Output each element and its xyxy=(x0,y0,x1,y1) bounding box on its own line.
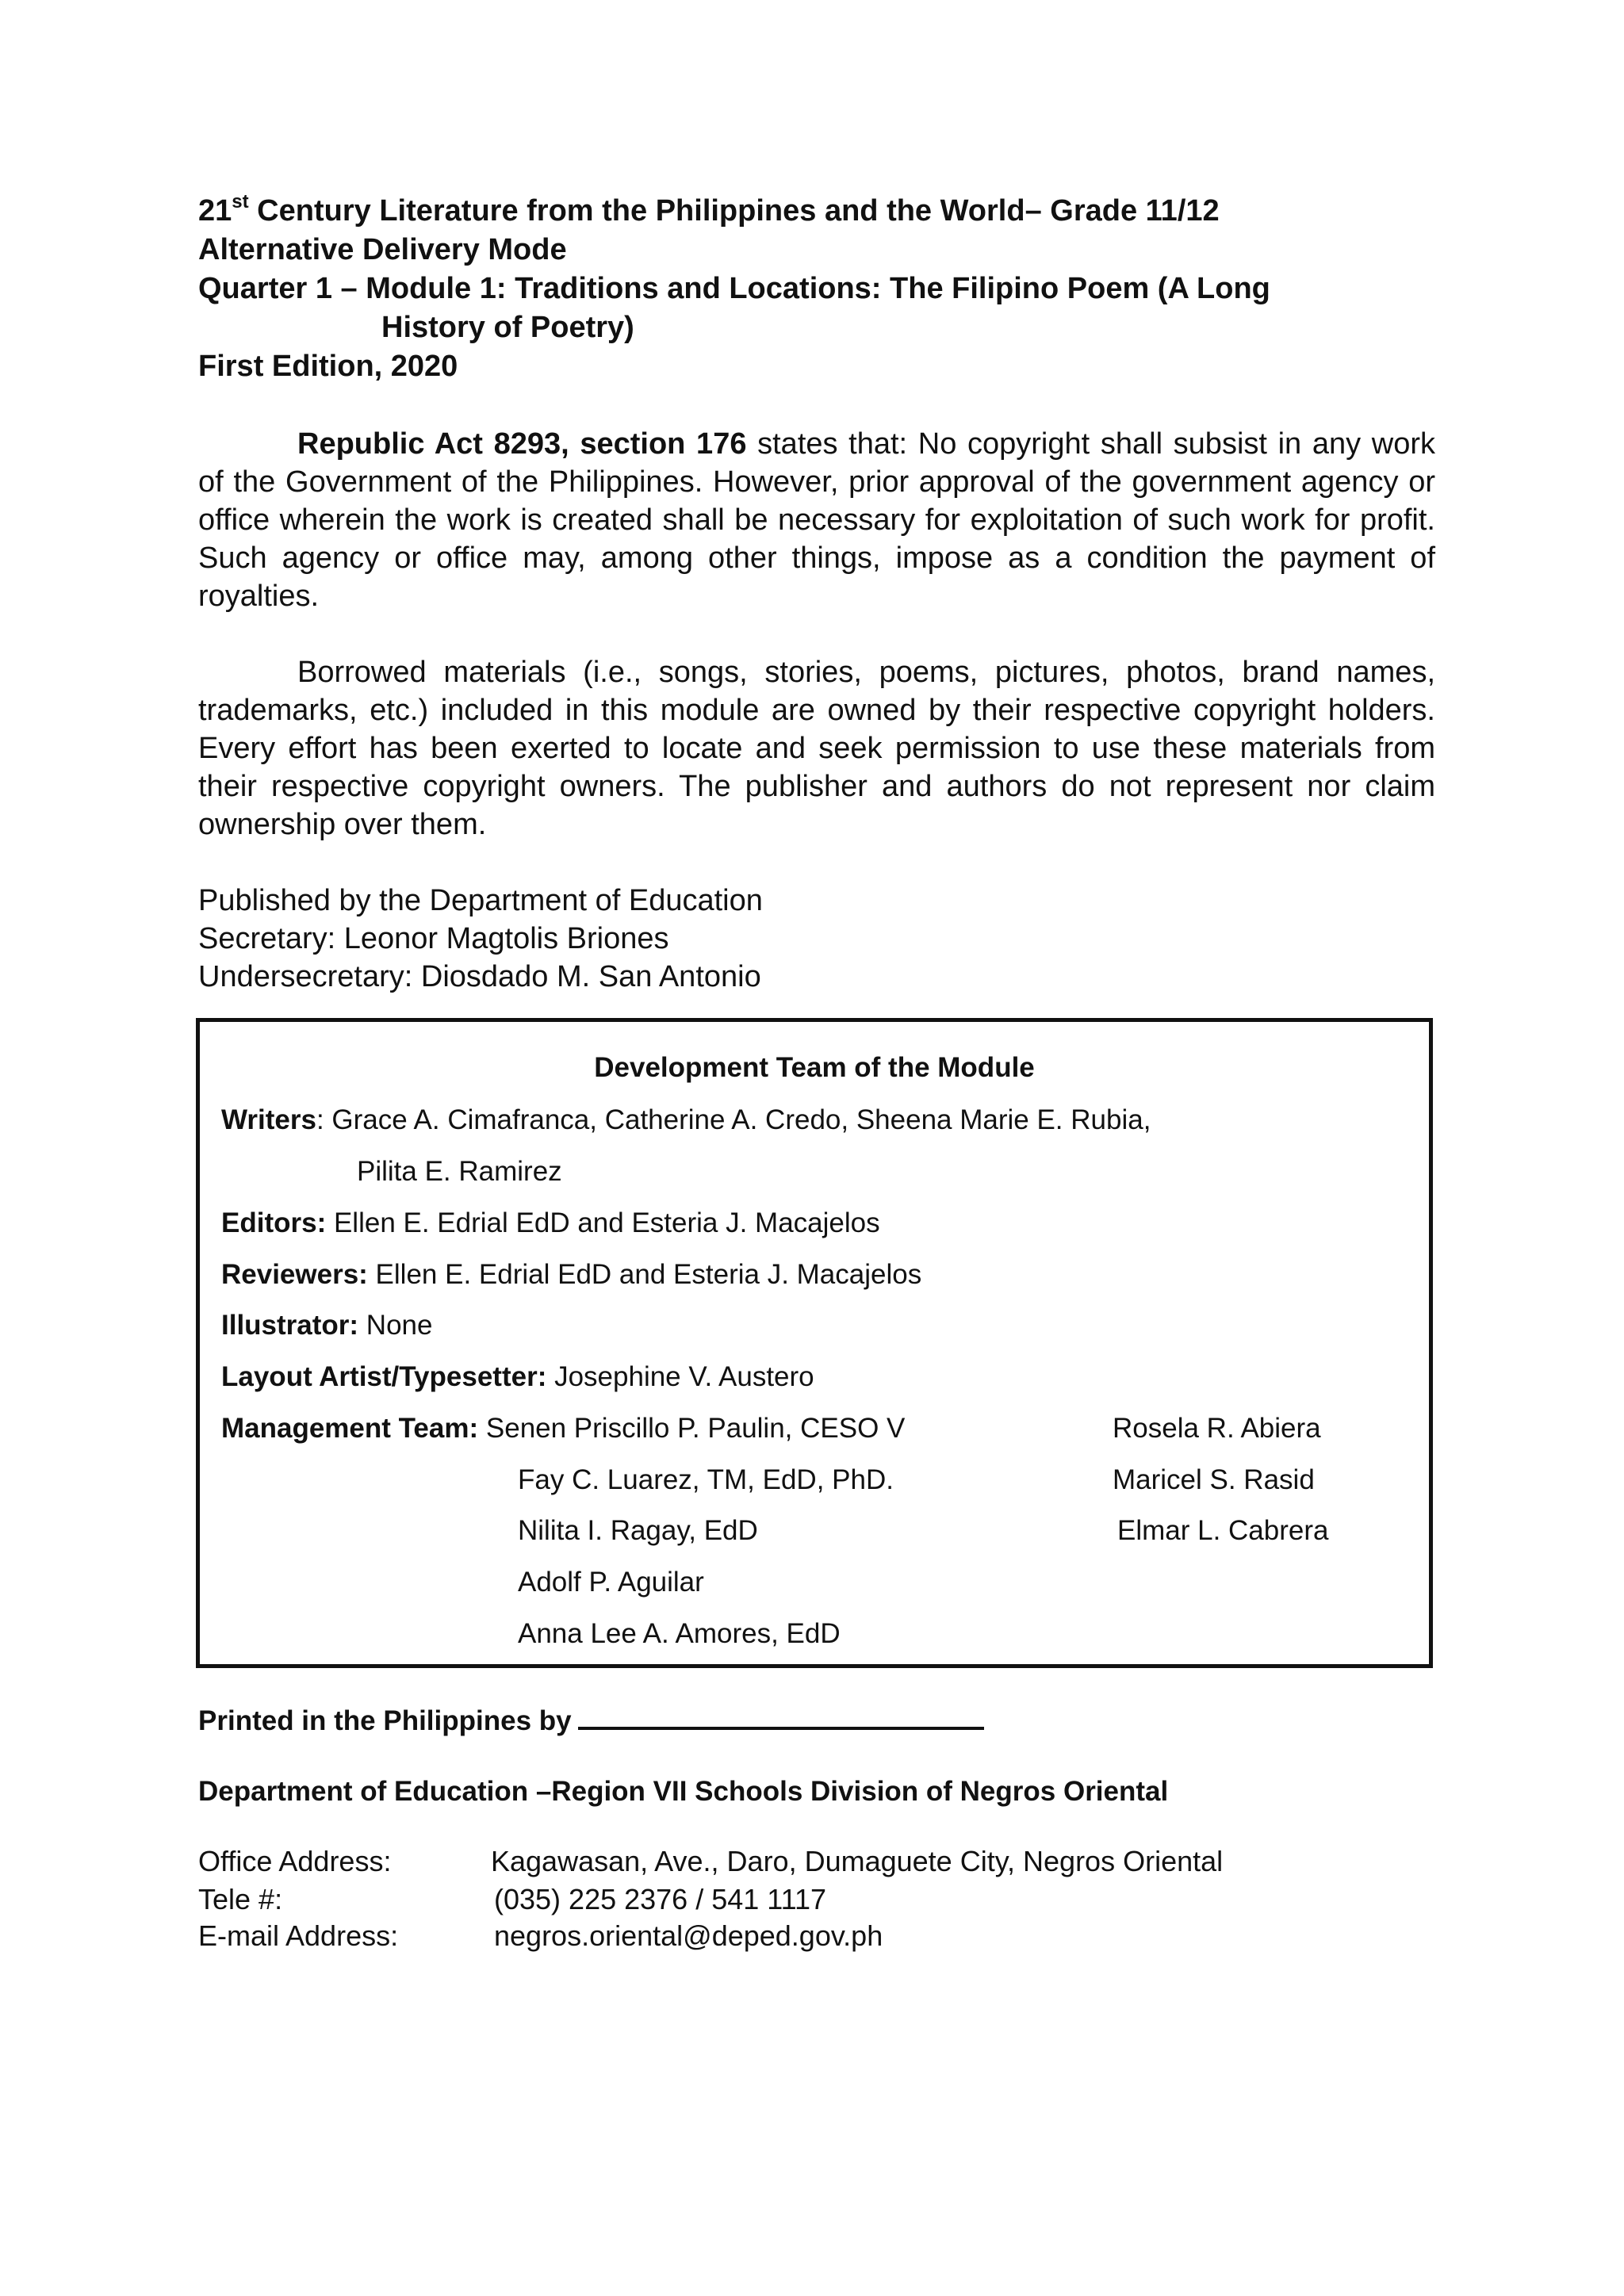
course-title-number: 21 xyxy=(198,194,232,228)
reviewers-row xyxy=(221,1257,921,1292)
edition: First Edition, 2020 xyxy=(198,350,458,383)
copyright-paragraph xyxy=(198,425,1435,615)
copyright-text: states that: No copyright shall subsist in any work of the Government of the Philippines. However, prior approval of the government agency or office wherein the work is created shall be necessary for exploitation of such work for profit. Such agency or office may, among other things, impose as a condition the payment of royalties. xyxy=(198,427,1436,613)
division-office-name: Department of Education –Region VII Schools Division of Negros Oriental xyxy=(198,1776,1169,1807)
undersecretary: Undersecretary: Diosdado M. San Antonio xyxy=(198,960,761,993)
layout-artist-label: Layout Artist/Typesetter: xyxy=(221,1361,547,1392)
editors-row xyxy=(221,1206,880,1241)
office-address-label: Office Address: xyxy=(198,1845,392,1877)
layout-artist-row xyxy=(221,1360,814,1395)
reviewers-label: Reviewers: xyxy=(221,1259,368,1290)
management-member: Fay C. Luarez, TM, EdD, PhD. xyxy=(518,1464,894,1495)
reviewers-names: Ellen E. Edrial EdD and Esteria J. Macajelos xyxy=(367,1259,922,1290)
management-team-row xyxy=(221,1411,905,1446)
writers-row-continued: Pilita E. Ramirez xyxy=(357,1156,562,1187)
module-title: Quarter 1 – Module 1: Traditions and Locations: The Filipino Poem (A Long xyxy=(198,272,1270,305)
front-matter xyxy=(198,192,1435,996)
illustrator-row xyxy=(221,1308,432,1343)
writers-row xyxy=(221,1103,1151,1138)
management-member: Maricel S. Rasid xyxy=(1113,1464,1315,1495)
editors-label: Editors: xyxy=(221,1207,327,1238)
telephone-label: Tele #: xyxy=(198,1883,283,1915)
management-member: Adolf P. Aguilar xyxy=(518,1567,704,1598)
development-team-title: Development Team of the Module xyxy=(594,1052,1035,1083)
printed-by-line xyxy=(198,1703,984,1739)
module-title-continued: History of Poetry) xyxy=(381,311,634,344)
course-title-ordinal: st xyxy=(232,191,249,213)
copyright-law-reference: Republic Act 8293, section 176 xyxy=(297,427,747,461)
management-member: Senen Priscillo P. Paulin, CESO V xyxy=(478,1413,906,1444)
email-label: E-mail Address: xyxy=(198,1919,399,1952)
illustrator-name: None xyxy=(358,1310,433,1341)
management-member: Nilita I. Ragay, EdD xyxy=(518,1515,758,1546)
writers-label: Writers xyxy=(221,1104,316,1135)
course-title xyxy=(198,192,1435,231)
layout-artist-name: Josephine V. Austero xyxy=(546,1361,814,1392)
delivery-mode: Alternative Delivery Mode xyxy=(198,233,567,266)
borrowed-materials-paragraph: Borrowed materials (i.e., songs, stories, poems, pictures, photos, brand names, trademarks, etc.) included in this module are owned by their respective copyright holders. Every effort has been exerted to locate and seek permission to use these materials from their respective copyright owners. The publisher and authors do not represent nor claim ownership over them. xyxy=(198,656,1435,841)
development-team-box xyxy=(196,1018,1433,1668)
writers-names: : Grace A. Cimafranca, Catherine A. Credo, Sheena Marie E. Rubia, xyxy=(316,1104,1151,1135)
telephone-value: (035) 225 2376 / 541 1117 xyxy=(494,1883,827,1915)
office-address-value: Kagawasan, Ave., Daro, Dumaguete City, Negros Oriental xyxy=(491,1845,1224,1877)
management-member: Rosela R. Abiera xyxy=(1113,1413,1321,1444)
illustrator-label: Illustrator: xyxy=(221,1310,359,1341)
editors-names: Ellen E. Edrial EdD and Esteria J. Macajelos xyxy=(326,1207,880,1238)
course-title-text: Century Literature from the Philippines and the World– Grade 11/12 xyxy=(248,194,1220,228)
management-member: Elmar L. Cabrera xyxy=(1117,1515,1329,1546)
email-value: negros.oriental@deped.gov.ph xyxy=(494,1919,883,1952)
management-member: Anna Lee A. Amores, EdD xyxy=(518,1618,841,1649)
printer-blank-line xyxy=(578,1703,984,1730)
printed-by-label: Printed in the Philippines by xyxy=(198,1705,572,1736)
published-by: Published by the Department of Education xyxy=(198,884,763,917)
management-team-label: Management Team: xyxy=(221,1413,479,1444)
secretary: Secretary: Leonor Magtolis Briones xyxy=(198,922,669,955)
